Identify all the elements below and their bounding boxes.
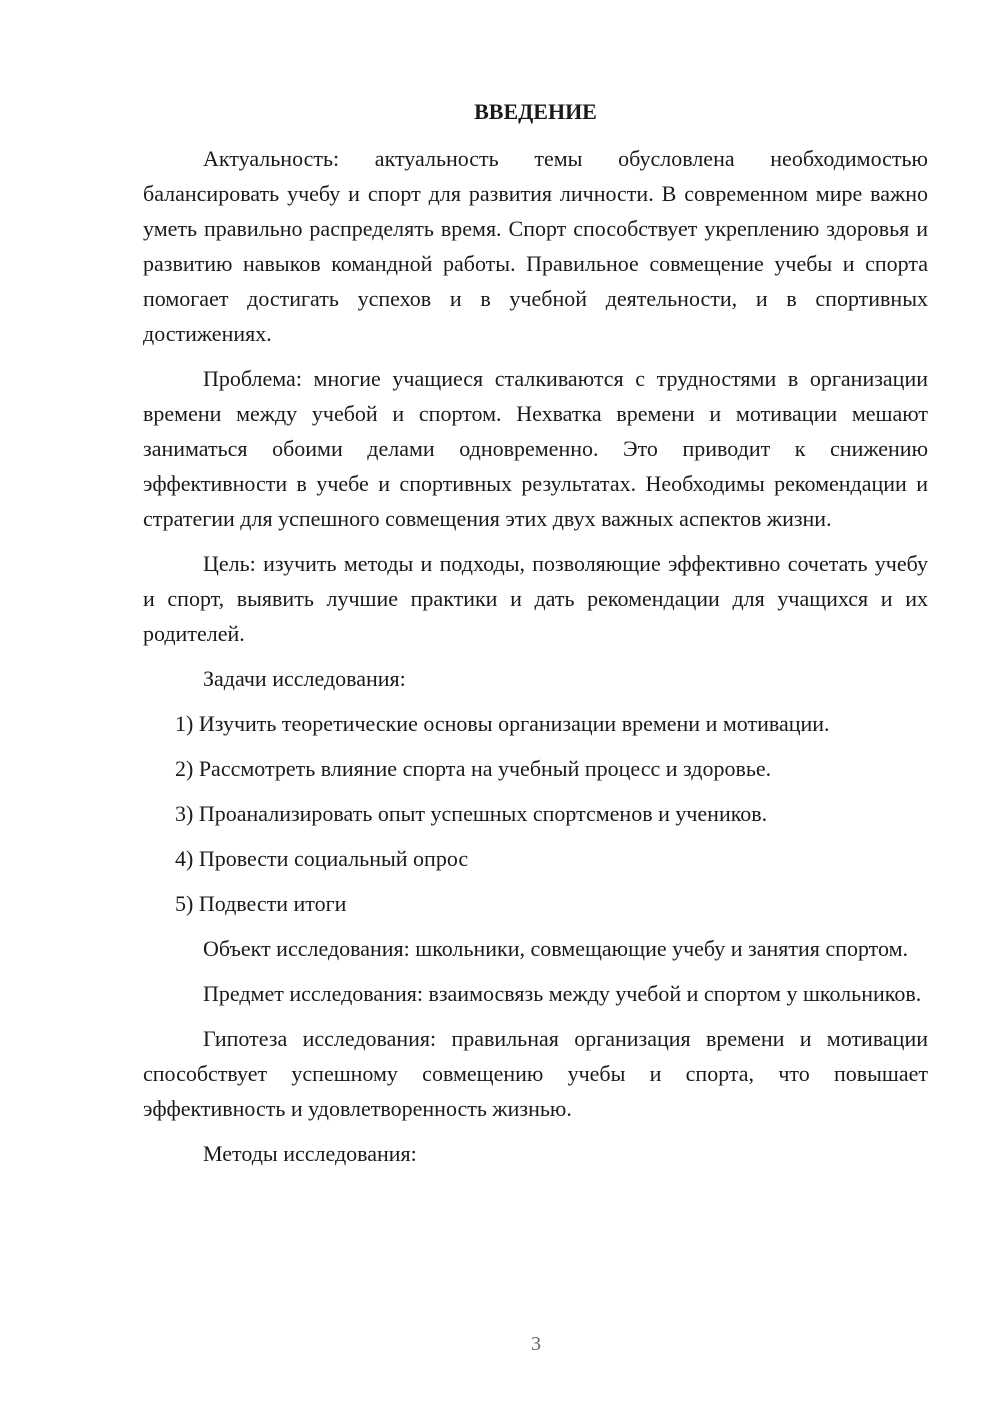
paragraph-hypothesis: Гипотеза исследования: правильная организация времени и мотивации способствует успешному совмещению учебы и спорта, что повышает эффективность и удовлетворенность жизнью. bbox=[143, 1026, 928, 1121]
paragraph-subject: Предмет исследования: взаимосвязь между учебой и спортом у школьников. bbox=[203, 981, 922, 1006]
list-item: 1) Изучить теоретические основы организации времени и мотивации. bbox=[175, 711, 830, 736]
section-heading: ВВЕДЕНИЕ bbox=[474, 99, 597, 124]
paragraph-tasks-intro: Задачи исследования: bbox=[203, 666, 406, 691]
page-content bbox=[143, 94, 928, 1181]
page-number: 3 bbox=[531, 1333, 541, 1355]
list-item: 4) Провести социальный опрос bbox=[175, 846, 469, 871]
tasks-list bbox=[143, 706, 928, 921]
list-item: 2) Рассмотреть влияние спорта на учебный процесс и здоровье. bbox=[175, 756, 772, 781]
paragraph-methods: Методы исследования: bbox=[203, 1141, 417, 1166]
paragraph-problem: Проблема: многие учащиеся сталкиваются с трудностями в организации времени между учебой и спортом. Нехватка времени и мотивации мешают заниматься обоими делами одновременно. Это приводит к снижению эффективности в учебе и спортивных результатах. Необходимы рекомендации и стратегии для успешного совмещения этих двух важных аспектов жизни. bbox=[143, 366, 928, 531]
list-item: 5) Подвести итоги bbox=[175, 891, 347, 916]
paragraph-object: Объект исследования: школьники, совмещающие учебу и занятия спортом. bbox=[203, 936, 908, 961]
list-item: 3) Проанализировать опыт успешных спортсменов и учеников. bbox=[175, 801, 768, 826]
paragraph-relevance: Актуальность: актуальность темы обусловлена необходимостью балансировать учебу и спорт для развития личности. В современном мире важно уметь правильно распределять время. Спорт способствует укреплению здоровья и развитию навыков командной работы. Правильное совмещение учебы и спорта помогает достигать успехов и в учебной деятельности, и в спортивных достижениях. bbox=[143, 146, 928, 346]
paragraph-goal: Цель: изучить методы и подходы, позволяющие эффективно сочетать учебу и спорт, выявить лучшие практики и дать рекомендации для учащихся и их родителей. bbox=[143, 551, 928, 646]
